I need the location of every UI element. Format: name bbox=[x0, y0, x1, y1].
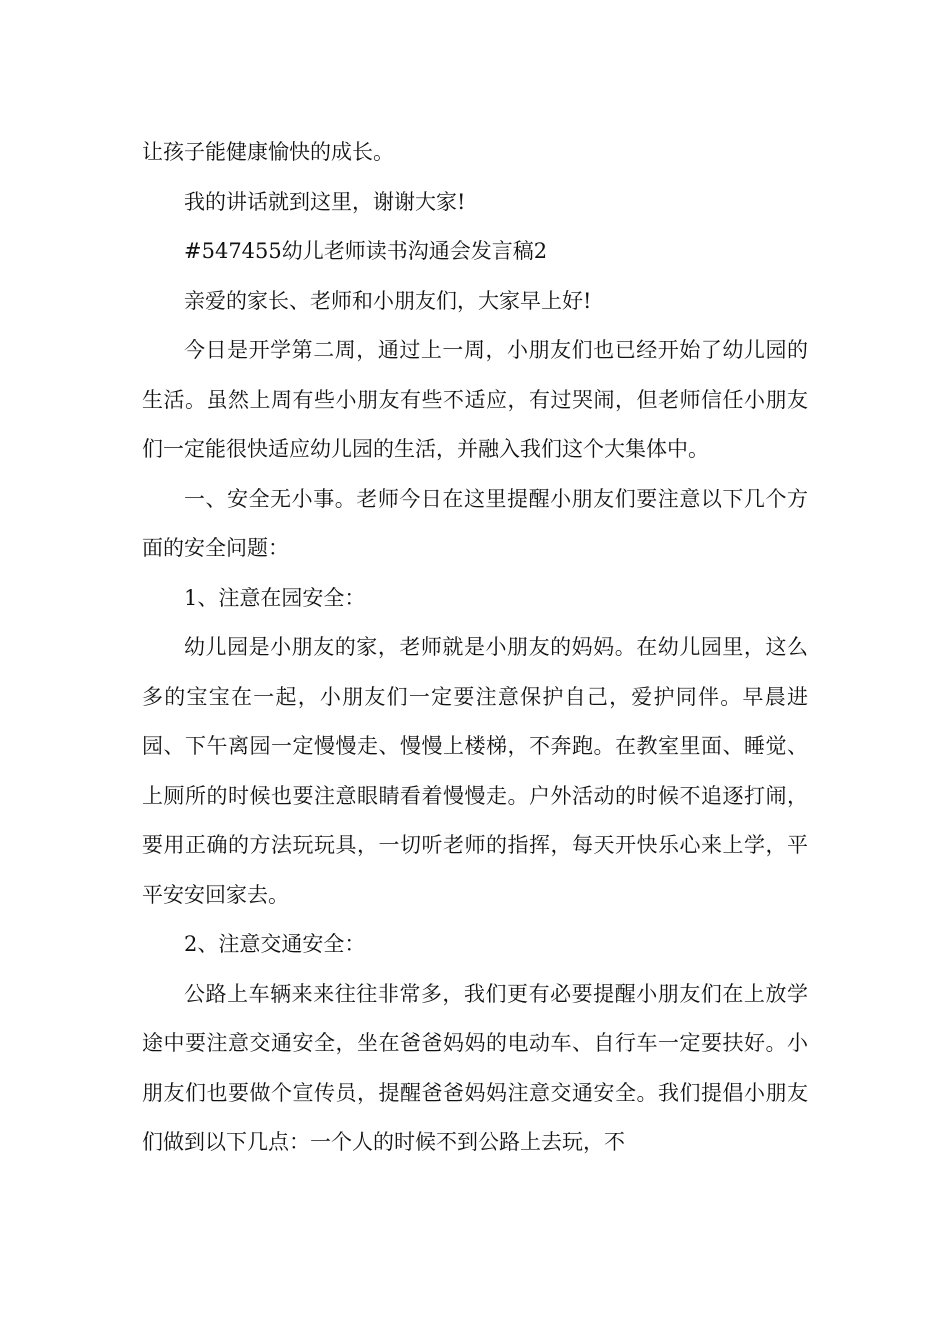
paragraph-traffic-safety: 公路上车辆来来往往非常多，我们更有必要提醒小朋友们在上放学途中要注意交通安全，坐在爸爸妈妈的电动车、自行车一定要扶好。小朋友们也要做个宣传员，提醒爸爸妈妈注意交通安全。我们提倡小朋友们做到以下几点：一个人的时候不到公路上去玩，不 bbox=[142, 981, 808, 1154]
document-body bbox=[142, 128, 808, 1168]
paragraph-safety-heading: 一、安全无小事。老师今日在这里提醒小朋友们要注意以下几个方面的安全问题： bbox=[142, 486, 808, 560]
paragraph-subheading-1: 1、注意在园安全： bbox=[184, 585, 366, 610]
paragraph-2: 我的讲话就到这里，谢谢大家! bbox=[184, 189, 466, 214]
paragraph-1: 让孩子能健康愉快的成长。 bbox=[142, 140, 394, 164]
document-section-title: #547455幼儿老师读书沟通会发言稿2 bbox=[184, 239, 548, 263]
paragraph-campus-safety: 幼儿园是小朋友的家，老师就是小朋友的妈妈。在幼儿园里，这么多的宝宝在一起，小朋友们一定要注意保护自己，爱护同伴。早晨进园、下午离园一定慢慢走、慢慢上楼梯，不奔跑。在教室里面、睡觉、上厕所的时候也要注意眼睛看着慢慢走。户外活动的时候不追逐打闹，要用正确的方法玩玩具，一切听老师的指挥，每天开快乐心来上学，平平安安回家去。 bbox=[142, 635, 808, 907]
paragraph-subheading-2: 2、注意交通安全： bbox=[184, 932, 366, 956]
paragraph-intro: 今日是开学第二周，通过上一周，小朋友们也已经开始了幼儿园的生活。虽然上周有些小朋友有些不适应，有过哭闹，但老师信任小朋友们一定能很快适应幼儿园的生活，并融入我们这个大集体中。 bbox=[142, 338, 808, 461]
paragraph-greeting: 亲爱的家长、老师和小朋友们，大家早上好! bbox=[184, 288, 592, 313]
